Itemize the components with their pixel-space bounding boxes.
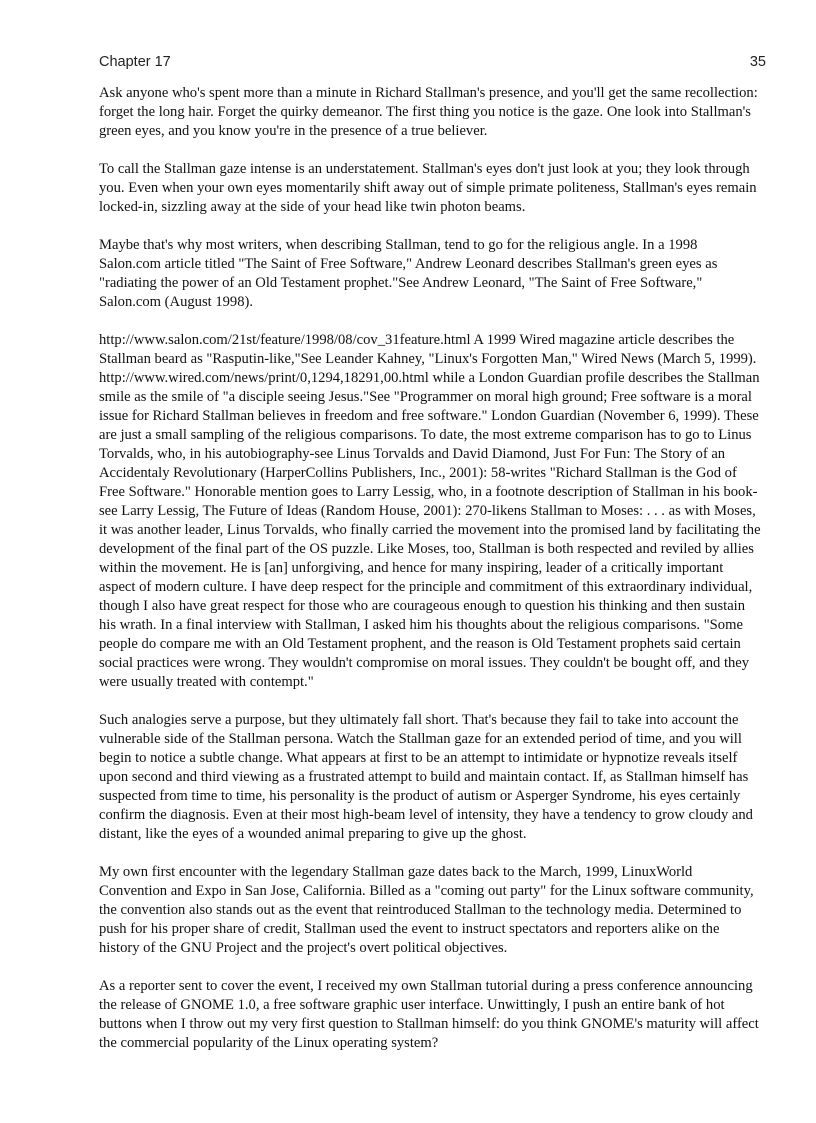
body-text bbox=[99, 84, 763, 1053]
paragraph: To call the Stallman gaze intense is an understatement. Stallman's eyes don't just look at you; they look through you. Even when your own eyes momentarily shift away out of simple primate politeness, Stallman's eyes remain locked-in, sizzling away at the side of your head like twin photon beams. bbox=[99, 161, 757, 215]
running-header bbox=[99, 54, 766, 74]
chapter-title: Chapter 17 bbox=[99, 54, 171, 70]
paragraph: Such analogies serve a purpose, but they ultimately fall short. That's because they fail to take into account the vulnerable side of the Stallman persona. Watch the Stallman gaze for an extended period of time, and you will begin to notice a subtle change. What appears at first to be an attempt to intimidate or hypnotize reveals itself upon second and third viewing as a frustrated attempt to build and maintain contact. If, as Stallman himself has suspected from time to time, his personality is the product of autism or Asperger Syndrome, his eyes certainly confirm the diagnosis. Even at their most high-beam level of intensity, they have a tendency to grow cloudy and distant, like the eyes of a wounded animal preparing to give up the ghost. bbox=[99, 712, 753, 842]
paragraph: Ask anyone who's spent more than a minute in Richard Stallman's presence, and you'll get the same recollection: forget the long hair. Forget the quirky demeanor. The first thing you notice is the gaze. One look into Stallman's green eyes, and you know you're in the presence of a true believer. bbox=[99, 85, 758, 139]
paragraph: My own first encounter with the legendary Stallman gaze dates back to the March, 1999, LinuxWorld Convention and Expo in San Jose, California. Billed as a "coming out party" for the Linux software community, the convention also stands out as the event that reintroduced Stallman to the technology media. Determined to push for his proper share of credit, Stallman used the event to instruct spectators and reporters alike on the history of the GNU Project and the project's overt political objectives. bbox=[99, 864, 754, 956]
page-number: 35 bbox=[749, 54, 766, 70]
paragraph: http://www.salon.com/21st/feature/1998/08/cov_31feature.html A 1999 Wired magazine article describes the Stallman beard as "Rasputin-like,"See Leander Kahney, "Linux's Forgotten Man," Wired News (March 5, 1999). http://www.wired.com/news/print/0,1294,18291,00.html while a London Guardian profile describes the Stallman smile as the smile of "a disciple seeing Jesus."See "Programmer on moral high ground; Free software is a moral issue for Richard Stallman believes in freedom and free software." London Guardian (November 6, 1999). These are just a small sampling of the religious comparisons. To date, the most extreme comparison has to go to Linus Torvalds, who, in his autobiography-see Linus Torvalds and David Diamond, Just For Fun: The Story of an Accidentaly Revolutionary (HarperCollins Publishers, Inc., 2001): 58-writes "Richard Stallman is the God of Free Software." Honorable mention goes to Larry Lessig, who, in a footnote description of Stallman in his book-see Larry Lessig, The Future of Ideas (Random House, 2001): 270-likens Stallman to Moses: . . . as with Moses, it was another leader, Linus Torvalds, who finally carried the movement into the promised land by facilitating the development of the final part of the OS puzzle. Like Moses, too, Stallman is both respected and reviled by allies within the movement. He is [an] unforgiving, and hence for many inspiring, leader of a critically important aspect of modern culture. I have deep respect for the principle and commitment of this extraordinary individual, though I also have great respect for those who are courageous enough to question his thinking and then sustain his wrath. In a final interview with Stallman, I asked him his thoughts about the religious comparisons. "Some people do compare me with an Old Testament prophent, and the reason is Old Testament prophets said certain social practices were wrong. They wouldn't compromise on moral issues. They couldn't be bought off, and they were usually treated with contempt." bbox=[99, 332, 761, 690]
paragraph: As a reporter sent to cover the event, I received my own Stallman tutorial during a press conference announcing the release of GNOME 1.0, a free software graphic user interface. Unwittingly, I push an entire bank of hot buttons when I throw out my very first question to Stallman himself: do you think GNOME's maturity will affect the commercial popularity of the Linux operating system? bbox=[99, 978, 759, 1051]
paragraph: Maybe that's why most writers, when describing Stallman, tend to go for the religious angle. In a 1998 Salon.com article titled "The Saint of Free Software," Andrew Leonard describes Stallman's green eyes as "radiating the power of an Old Testament prophet."See Andrew Leonard, "The Saint of Free Software," Salon.com (August 1998). bbox=[99, 237, 718, 310]
